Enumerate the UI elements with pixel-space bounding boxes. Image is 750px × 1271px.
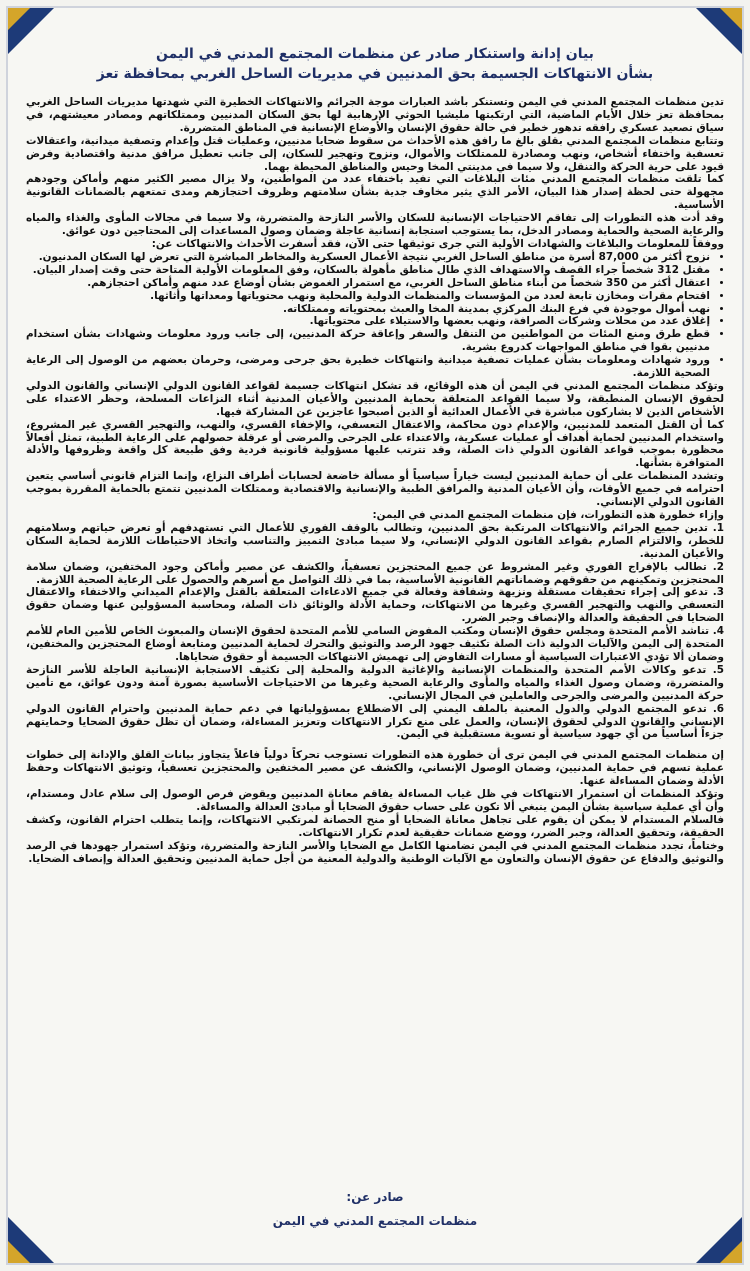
closing-paragraph: إن منظمات المجتمع المدني في اليمن ترى أن خطورة هذه التطورات تستوجب تحركاً دولياً فاعلاً يتجاوز بيانات القلق والإدانة إلى خطوات عملية تسهم في حماية المدنيين، وضمان الوصول الإنساني، والكشف عن مصير المختفين والمحتجزين تعسفياً، وتوثيق الانتهاكات وحفظ الأدلة وضمان المساءلة عنها.: [26, 749, 724, 788]
finding-item: • نهب أموال موجودة في فرع البنك المركزي بمدينة المخا والعبث بمحتوياته وممتلكاته.: [26, 303, 710, 316]
intro-paragraph: وتتابع منظمات المجتمع المدني بقلق بالغ ما رافق هذه الأحداث من سقوط ضحايا مدنيين، وعمليات قتل وإعدام وتصفية ميدانية، واعتقالات تعسفية واختفاء أشخاص، ونهب ومصادرة للممتلكات والأموال، ونزوح وتهجير للسكان، إلى جانب تعطيل مرافق مدنية واقتصادية وفرض قيود على حرية الحركة والتنقل، ولا سيما في مدينتي المخا وحيس والمناطق المحيطة بهما.: [26, 134, 724, 173]
intro-paragraph: وقد أدت هذه التطورات إلى تفاقم الاحتياجات الإنسانية للسكان والأسر النازحة والمتضررة، ولا سيما في مجالات المأوى والغذاء والمياه والرعاية الصحية والحماية ومصادر الدخل، بما يستوجب استجابة إنسانية عاجلة وضمان وصول المساعدات إلى المحتاجين دون عوائق.: [26, 212, 724, 238]
finding-item: • اعتقال أكثر من 350 شخصاً من أبناء مناطق الساحل الغربي، مع استمرار الغموض بشأن أوضاع عدد منهم وأماكن احتجازهم.: [26, 277, 710, 290]
intro-paragraph: تدين منظمات المجتمع المدني في اليمن وتستنكر بأشد العبارات موجة الجرائم والانتهاكات الخطيرة التي شهدتها مديريات الساحل الغربي بمحافظة تعز خلال الأيام الماضية، التي ارتكبتها مليشيا الحوثي الإرهابية لها بحق السكان المدنيين وممتلكاتهم ومصادر معيشتهم، في سياق تصعيد عسكري رافقه تدهور خطير في حالة حقوق الإنسان والأوضاع الإنسانية في المناطق المتضررة.: [26, 96, 724, 134]
demand-item: 3. تدعو إلى إجراء تحقيقات مستقلة ونزيهة وشفافة وفعالة في جميع الادعاءات المتعلقة بالقتل والإعدام الميداني والاختفاء والاعتقال التعسفي والنهب والتهجير القسري وغيرها من الانتهاكات، وحماية الأدلة والوثائق ذات الصلة، ومحاسبة المسؤولين عنها وضمان حقوق الضحايا في الحقيقة والعدالة والإنصاف وجبر الضرر.: [26, 586, 724, 625]
intro-paragraph: كما تلقت منظمات المجتمع المدني مئات البلاغات التي تفيد باختفاء عدد من المواطنين، ولا يزال مصير الكثير منهم وأماكن وجودهم مجهولة حتى لحظة إصدار هذا البيان، الأمر الذي يثير مخاوف جدية بشأن سلامتهم وظروف احتجازهم ومدى تمتعهم بالضمانات القانونية الأساسية.: [26, 173, 724, 212]
legal-paragraph: كما أن القتل المتعمد للمدنيين، والإعدام دون محاكمة، والاعتقال التعسفي، والإخفاء القسري، والنهب، والتهجير القسري غير المشروع، واستخدام المدنيين لحماية أهداف أو عمليات عسكرية، والاعتداء على الجرحى والمرضى أو عرقلة حصولهم على الرعاية الطبية، تمثل أفعالاً محظورة بموجب قواعد القانون الدولي ذات الصلة، وقد تترتب عليها مسؤولية قانونية فردية وفق طبيعة كل واقعة وظروفها والأدلة المتوافرة بشأنها.: [26, 418, 724, 470]
corner-accent: [8, 1241, 30, 1263]
title-line-1: بيان إدانة واستنكار صادر عن منظمات المجتمع المدني في اليمن: [156, 46, 594, 62]
finding-item: • مقتل 312 شخصاً جراء القصف والاستهداف الذي طال مناطق مأهولة بالسكان، وفق المعلومات الأولية المتاحة حتى وقت إصدار البيان.: [26, 264, 710, 277]
title-line-2: بشأن الانتهاكات الجسيمة بحق المدنيين في مديريات الساحل الغربي بمحافظة تعز: [96, 66, 654, 82]
finding-item: • إغلاق عدد من محلات وشركات الصرافة، ونهب بعضها والاستيلاء على محتوياتها.: [26, 315, 710, 328]
finding-item: • اقتحام مقرات ومخازن تابعة لعدد من المؤسسات والمنظمات الدولية والمحلية ونهب محتوياتها ومعداتها وأثاثها.: [26, 290, 710, 303]
demand-item: 6. تدعو المجتمع الدولي والدول المعنية بالملف اليمني إلى الاضطلاع بمسؤولياتها في دعم حماية المدنيين واحترام القانون الدولي الإنساني والقانون الدولي لحقوق الإنسان، والعمل على منع تكرار الانتهاكات وتعزيز المساءلة، وضمان أن تظل حقوق الضحايا وحمايتهم جزءاً أساسياً من أي جهود سياسية أو تسوية مستقبلية في اليمن.: [26, 702, 724, 741]
legal-paragraph: وتشدد المنظمات على أن حماية المدنيين ليست خياراً سياسياً أو مسألة خاضعة لحسابات أطراف النزاع، وإنما التزام قانوني أساسي يتعين احترامه في جميع الأوقات، وأن الأعيان المدنية والمرافق الطبية والإنسانية والاقتصادية وممتلكات المدنيين تتمتع بالحماية المقررة بموجب القانون الدولي الإنساني.: [26, 470, 724, 509]
finding-item: • ورود شهادات ومعلومات بشأن عمليات تصفية ميدانية وانتهاكات خطيرة بحق جرحى ومرضى، وحرمان بعضهم من الوصول إلى الرعاية الصحية اللازمة.: [26, 354, 710, 380]
closing-paragraph: فالسلام المستدام لا يمكن أن يقوم على تجاهل معاناة الضحايا أو منح الحصانة لمرتكبي الانتهاكات، وإنما يتطلب احترام القانون، وكشف الحقيقة، وتحقيق العدالة، وجبر الضرر، ووضع ضمانات حقيقية لعدم تكرار الانتهاكات.: [26, 813, 724, 839]
corner-accent: [720, 1241, 742, 1263]
signature-org: منظمات المجتمع المدني في اليمن: [272, 1214, 478, 1228]
signature-label: صادر عن:: [346, 1190, 404, 1204]
statement-title: [40, 44, 710, 84]
legal-paragraph: وتؤكد منظمات المجتمع المدني في اليمن أن هذه الوقائع، قد تشكل انتهاكات جسيمة لقواعد القانون الدولي الإنساني والقانون الدولي لحقوق الإنسان المنطبقة، ولا سيما القواعد المتعلقة بحماية المدنيين والأعيان المدنية أثناء النزاعات المسلحة، وحظر الاعتداء على الأشخاص الذين لا يشاركون مباشرة في الأعمال العدائية أو الذين أصبحوا عاجزين عن المشاركة فيها.: [26, 379, 724, 418]
closing-paragraph: وختاماً، تجدد منظمات المجتمع المدني في اليمن تضامنها الكامل مع الضحايا والأسر النازحة والمتضررة، وتؤكد استمرار جهودها في الرصد والتوثيق والدفاع عن حقوق الإنسان والتعاون مع الآليات الوطنية والدولية المعنية من أجل حماية المدنيين وتحقيق العدالة وإنصاف الضحايا.: [26, 839, 724, 865]
legal-paragraph: وإزاء خطورة هذه التطورات، فإن منظمات المجتمع المدني في اليمن:: [372, 509, 724, 521]
demand-item: 5. تدعو وكالات الأمم المتحدة والمنظمات الإنسانية والإغاثية الدولية والمحلية إلى تكثيف الاستجابة الإنسانية العاجلة للأسر النازحة والمتضررة، وضمان وصول الغذاء والمياه والمأوى والرعاية الصحية وغيرها من الاحتياجات الأساسية بصورة آمنة ودون عوائق، مع تأمين حركة المدنيين والمرضى والجرحى والعاملين في المجال الإنساني.: [26, 663, 724, 702]
signature-block: [0, 1185, 750, 1233]
demand-item: 1. تدين جميع الجرائم والانتهاكات المرتكبة بحق المدنيين، وتطالب بالوقف الفوري للأعمال التي تستهدفهم أو تعرض حياتهم وسلامتهم للخطر، والالتزام الصارم بقواعد القانون الدولي الإنساني، ولا سيما مبادئ التمييز والتناسب واتخاذ الاحتياطات اللازمة لحماية السكان والأعيان المدنية.: [26, 521, 724, 560]
finding-item: • قطع طرق ومنع المئات من المواطنين من التنقل والسفر وإعاقة حركة المدنيين، إلى جانب ورود معلومات وشهادات بشأن استخدام مدنيين بقوا في مناطق المواجهات كدروع بشرية.: [26, 328, 710, 354]
corner-accent: [8, 8, 30, 30]
corner-accent: [720, 8, 742, 30]
statement-body: [26, 96, 724, 1166]
finding-item: • نزوح أكثر من 87,000 أسرة من مناطق الساحل الغربي نتيجة الأعمال العسكرية والمخاطر المباشرة التي تعرض لها السكان المدنيون.: [26, 251, 710, 264]
demand-item: 2. تطالب بالإفراج الفوري وغير المشروط عن جميع المحتجزين تعسفياً، والكشف عن مصير وأماكن وجود المختفين، وضمان سلامة المحتجزين وتمكينهم من حقوقهم وضماناتهم القانونية الأساسية، بما في ذلك التواصل مع أسرهم والحصول على الرعاية الصحية اللازمة.: [26, 560, 724, 586]
closing-paragraph: وتؤكد المنظمات أن استمرار الانتهاكات في ظل غياب المساءلة يفاقم معاناة المدنيين ويقوض فرص الوصول إلى سلام عادل ومستدام، وأن أي عملية سياسية بشأن اليمن ينبغي ألا تكون على حساب حقوق الضحايا أو مبادئ العدالة والمساءلة.: [26, 788, 724, 813]
demand-item: 4. تناشد الأمم المتحدة ومجلس حقوق الإنسان ومكتب المفوض السامي للأمم المتحدة لحقوق الإنسان والمبعوث الخاص للأمين العام للأمم المتحدة إلى اليمن والآليات الدولية ذات الصلة تكثيف جهود الرصد والتوثيق والتحرك لحماية المدنيين ومتابعة أوضاع المحتجزين والمختفين، وضمان ألا تؤدي الاعتبارات السياسية أو مسارات التفاوض إلى تهميش الانتهاكات الجسيمة أو حقوق ضحاياها.: [26, 625, 724, 663]
intro-paragraph: ووفقاً للمعلومات والبلاغات والشهادات الأولية التي جرى توثيقها حتى الآن، فقد أسفرت الأحداث والانتهاكات عن:: [151, 237, 724, 250]
findings-list: [26, 251, 724, 380]
